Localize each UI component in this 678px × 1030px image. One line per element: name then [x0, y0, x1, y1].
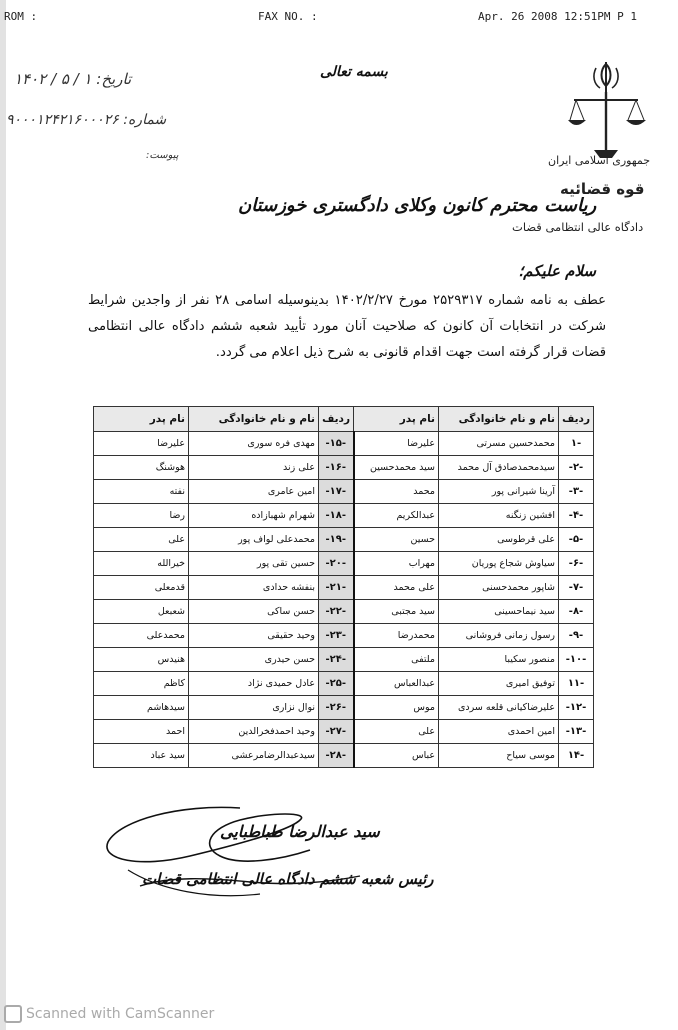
letter-number: ۹۰۰۰۱۲۴۲۱۶۰۰۰۲۶ :شماره — [6, 112, 167, 128]
full-name-cell: شاپور محمدحسنی — [439, 576, 559, 600]
full-name-cell: حسن حیدری — [189, 648, 319, 672]
row-number-cell: -۲۴- — [319, 648, 354, 672]
full-name-cell: محمدعلی لواف پور — [189, 528, 319, 552]
full-name-cell: امین عامری — [189, 480, 319, 504]
table-row — [94, 456, 594, 480]
header-full-name: نام و نام خانوادگی — [189, 407, 319, 432]
father-name-cell: عباس — [354, 744, 439, 768]
watermark-text: Scanned with CamScanner — [26, 1006, 215, 1022]
table-row — [94, 648, 594, 672]
full-name-cell: علی زند — [189, 456, 319, 480]
full-name-cell: آرینا شیرانی پور — [439, 480, 559, 504]
father-name-cell: هنیدس — [94, 648, 189, 672]
letter-date: ۱۴۰۲ / ۵ / ۱ :تاریخ — [14, 70, 132, 88]
father-name-cell: علی محمد — [354, 576, 439, 600]
full-name-cell: محمدحسین مسرتی — [439, 432, 559, 456]
bismillah-heading: بسمه تعالی — [320, 64, 388, 80]
row-number-cell: -۲۳- — [319, 624, 354, 648]
signer-title: رئیس شعبه ششم دادگاه عالی انتظامی قضات — [142, 870, 434, 888]
table-header-row — [94, 407, 594, 432]
full-name-cell: امین احمدی — [439, 720, 559, 744]
table-row — [94, 672, 594, 696]
row-number-cell: -۲۰- — [319, 552, 354, 576]
header-father-name: نام پدر — [94, 407, 189, 432]
row-number-cell: -۲۷- — [319, 720, 354, 744]
row-number-cell: -۲۸- — [319, 744, 354, 768]
row-number-cell: -۲۶- — [319, 696, 354, 720]
full-name-cell: رسول زمانی فروشانی — [439, 624, 559, 648]
table-row — [94, 432, 594, 456]
father-name-cell: موس — [354, 696, 439, 720]
fax-number-label: FAX NO. : — [258, 10, 318, 23]
father-name-cell: سید محمدحسین — [354, 456, 439, 480]
father-name-cell: شعبعل — [94, 600, 189, 624]
father-name-cell: علیرضا — [354, 432, 439, 456]
letter-body: عطف به نامه شماره ۲۵۲۹۳۱۷ مورخ ۱۴۰۲/۲/۲۷ بدینوسیله اسامی ۲۸ نفر از واجدین شرایط شرکت در انتخابات آن کانون که صلاحیت آنان مورد تأیید شعبه ششم دادگاه عالی انتظامی قضات قرار گرفته است جهت اقدام قانونی به شرح ذیل اعلام می گردد. — [88, 293, 606, 360]
father-name-cell: نفته — [94, 480, 189, 504]
full-name-cell: سیدعبدالرضامرعشی — [189, 744, 319, 768]
row-number-cell: -۱۱ — [559, 672, 594, 696]
father-name-cell: عبدالکریم — [354, 504, 439, 528]
father-name-cell: عبدالعباس — [354, 672, 439, 696]
row-number-cell: -۱۲- — [559, 696, 594, 720]
recipient-line: ریاست محترم کانون وکلای دادگستری خوزستان — [238, 195, 597, 216]
row-number-cell: -۲۵- — [319, 672, 354, 696]
table-row — [94, 576, 594, 600]
full-name-cell: نوال نزاری — [189, 696, 319, 720]
full-name-cell: علیرضاکیانی قلعه سردی — [439, 696, 559, 720]
fax-from-label: ROM : — [4, 10, 38, 23]
full-name-cell: موسی سیاح — [439, 744, 559, 768]
full-name-cell: عادل حمیدی نژاد — [189, 672, 319, 696]
father-name-cell: ملتفی — [354, 648, 439, 672]
father-name-cell: حسین — [354, 528, 439, 552]
row-number-cell: -۱ — [559, 432, 594, 456]
table-row — [94, 528, 594, 552]
camscanner-watermark — [4, 1005, 214, 1023]
scanner-logo-icon — [4, 1005, 22, 1023]
fax-datetime: Apr. 26 2008 12:51PM P 1 — [478, 10, 637, 23]
header-row-number: ردیف — [559, 407, 594, 432]
father-name-cell: کاظم — [94, 672, 189, 696]
table-row — [94, 552, 594, 576]
scan-edge-shadow — [0, 0, 6, 1030]
table-row — [94, 696, 594, 720]
row-number-cell: -۳- — [559, 480, 594, 504]
father-name-cell: خیرالله — [94, 552, 189, 576]
row-number-cell: -۱۷- — [319, 480, 354, 504]
signer-name: سید عبدالرضا طباطبایی — [220, 822, 380, 841]
org-court: دادگاه عالی انتظامی قضات — [512, 220, 644, 234]
full-name-cell: وحید حقیقی — [189, 624, 319, 648]
table-row — [94, 624, 594, 648]
org-country: جمهوری اسلامی ایران — [548, 154, 651, 167]
row-number-cell: -۶- — [559, 552, 594, 576]
candidates-table — [93, 406, 594, 768]
header-row-number: ردیف — [319, 407, 354, 432]
row-number-cell: -۷- — [559, 576, 594, 600]
full-name-cell: حسن ساکی — [189, 600, 319, 624]
letter-attachment: :پیوست — [146, 150, 179, 161]
row-number-cell: -۱۶- — [319, 456, 354, 480]
father-name-cell: محمد — [354, 480, 439, 504]
row-number-cell: -۱۰- — [559, 648, 594, 672]
full-name-cell: منصور سکیبا — [439, 648, 559, 672]
row-number-cell: -۱۵- — [319, 432, 354, 456]
full-name-cell: حسین تقی پور — [189, 552, 319, 576]
father-name-cell: احمد — [94, 720, 189, 744]
row-number-cell: -۲- — [559, 456, 594, 480]
judiciary-emblem-icon — [566, 58, 646, 168]
father-name-cell: قدمعلی — [94, 576, 189, 600]
father-name-cell: محمدعلی — [94, 624, 189, 648]
header-full-name: نام و نام خانوادگی — [439, 407, 559, 432]
row-number-cell: -۴- — [559, 504, 594, 528]
full-name-cell: بنفشه حدادی — [189, 576, 319, 600]
table-row — [94, 480, 594, 504]
row-number-cell: -۵- — [559, 528, 594, 552]
table-row — [94, 720, 594, 744]
row-number-cell: -۸- — [559, 600, 594, 624]
full-name-cell: سیدمحمدصادق آل محمد — [439, 456, 559, 480]
full-name-cell: سید نیماحسینی — [439, 600, 559, 624]
row-number-cell: -۲۲- — [319, 600, 354, 624]
salutation: سلام علیکم؛ — [518, 262, 596, 280]
father-name-cell: سید مجتبی — [354, 600, 439, 624]
signature-scribble-icon — [100, 790, 460, 910]
header-father-name: نام پدر — [354, 407, 439, 432]
row-number-cell: -۱۴ — [559, 744, 594, 768]
org-judiciary: قوه قضائیه — [560, 180, 645, 198]
father-name-cell: محمدرضا — [354, 624, 439, 648]
row-number-cell: -۱۹- — [319, 528, 354, 552]
father-name-cell: علیرضا — [94, 432, 189, 456]
father-name-cell: سید عباد — [94, 744, 189, 768]
full-name-cell: سیاوش شجاع پوریان — [439, 552, 559, 576]
full-name-cell: علی قرطوسی — [439, 528, 559, 552]
row-number-cell: -۹- — [559, 624, 594, 648]
full-name-cell: مهدی فره سوری — [189, 432, 319, 456]
father-name-cell: مهراب — [354, 552, 439, 576]
table-row — [94, 744, 594, 768]
row-number-cell: -۱۸- — [319, 504, 354, 528]
full-name-cell: شهرام شهبازاده — [189, 504, 319, 528]
father-name-cell: هوشنگ — [94, 456, 189, 480]
father-name-cell: علی — [354, 720, 439, 744]
table-row — [94, 504, 594, 528]
row-number-cell: -۲۱- — [319, 576, 354, 600]
full-name-cell: افشین زنگنه — [439, 504, 559, 528]
row-number-cell: -۱۳- — [559, 720, 594, 744]
full-name-cell: توفیق امیری — [439, 672, 559, 696]
full-name-cell: وحید احمدفخرالدین — [189, 720, 319, 744]
father-name-cell: علی — [94, 528, 189, 552]
table-row — [94, 600, 594, 624]
father-name-cell: رضا — [94, 504, 189, 528]
father-name-cell: سیدهاشم — [94, 696, 189, 720]
